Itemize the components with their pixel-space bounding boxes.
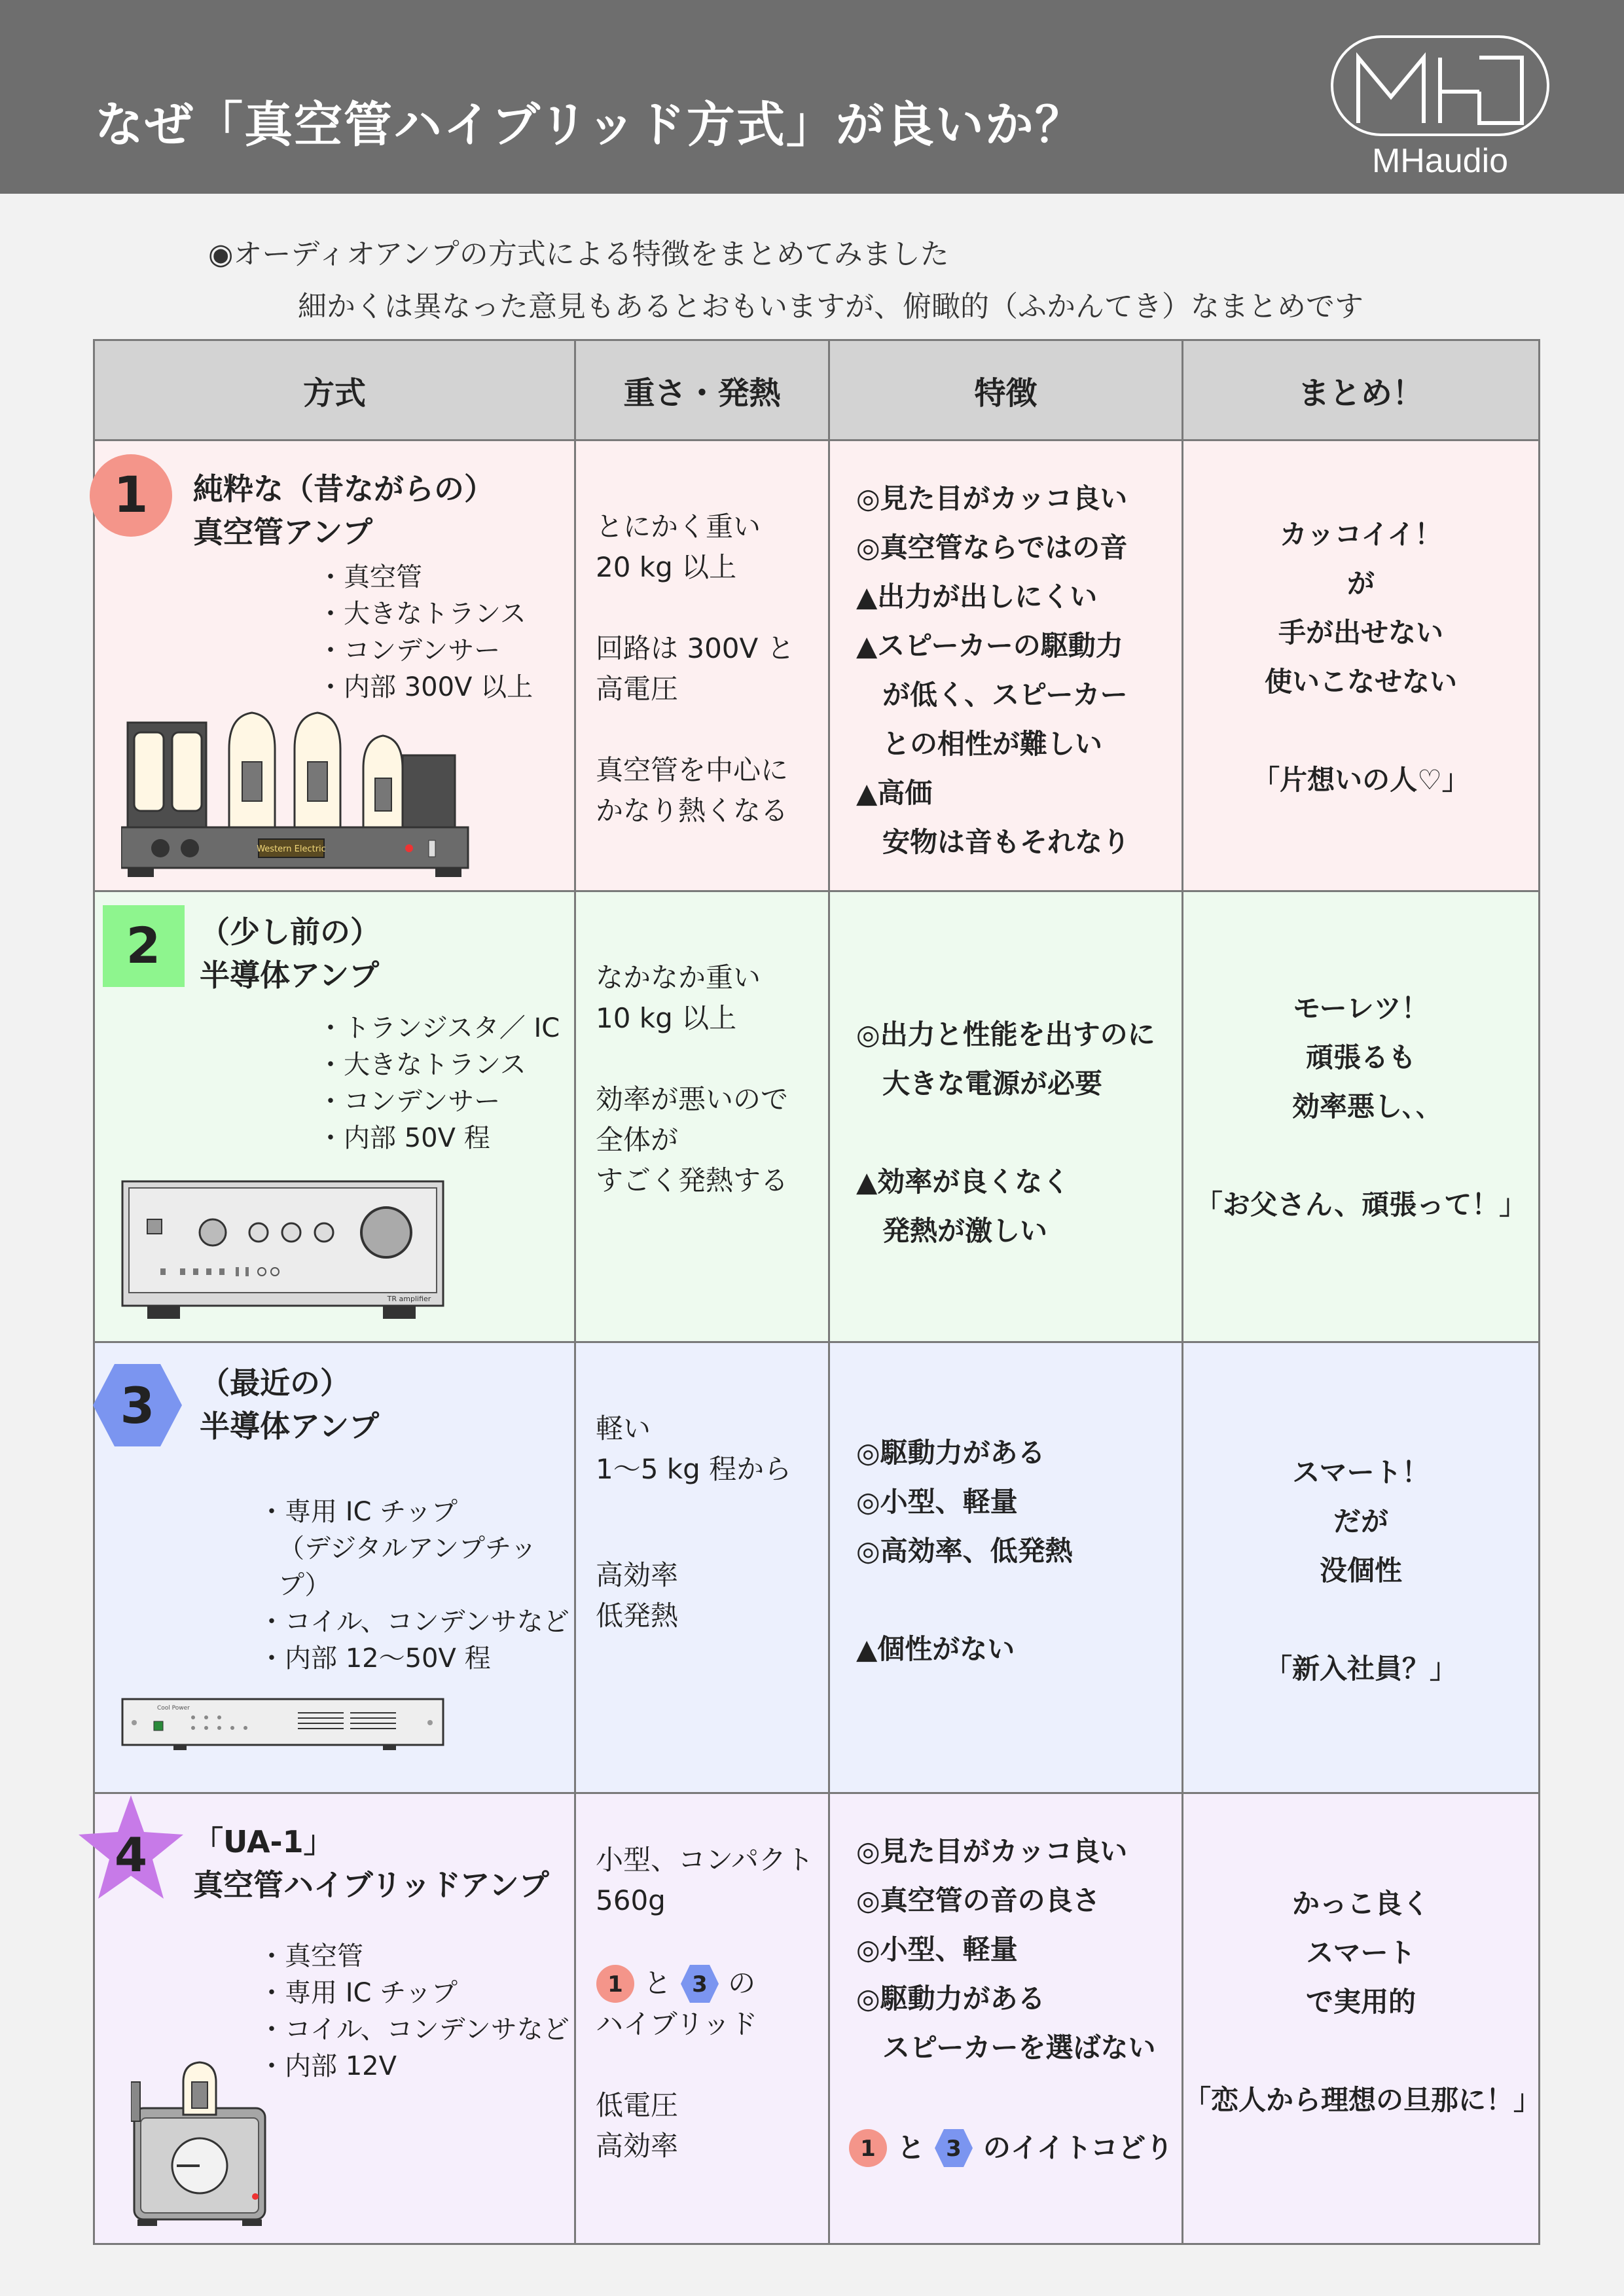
feature-item: ◎出力と性能を出すのに xyxy=(856,1018,1155,1050)
method-title-2: 半導体アンプ xyxy=(200,958,380,993)
logo-text: MHaudio xyxy=(1371,142,1509,180)
weight-text: 回路は 300V と xyxy=(596,632,795,664)
method-title-1: （最近の） xyxy=(200,1365,350,1401)
weight-text: 効率が悪いので xyxy=(596,1083,789,1115)
weight-text: 10 kg 以上 xyxy=(596,1002,737,1034)
tr-amplifier-illustration xyxy=(121,1180,448,1324)
summary-cell xyxy=(1183,440,1540,891)
summary-cell xyxy=(1183,1342,1540,1793)
feature-item: ▲出力が出しにくい xyxy=(856,581,1098,613)
ua1-amplifier-illustration xyxy=(131,2056,268,2226)
number-badge-circle xyxy=(88,453,173,538)
feature-item: ◎駆動力がある xyxy=(856,1437,1045,1469)
features-cell xyxy=(829,891,1183,1342)
feature-item: ◎見た目がカッコ良い xyxy=(856,1835,1128,1867)
amp-model-label: TR amplifier xyxy=(387,1295,431,1303)
summary-cell xyxy=(1183,1793,1540,2244)
features-cell xyxy=(829,1342,1183,1793)
feature-tail: のイイトコどり xyxy=(983,2132,1174,2164)
feature-item: 大きな電源が必要 xyxy=(882,1067,1103,1100)
bullet-item: ・コンデンサー xyxy=(317,1086,501,1117)
amp-brand-label: Cool Power xyxy=(157,1705,190,1712)
weight-text: 1〜5 kg 程から xyxy=(596,1453,792,1485)
weight-text: 20 kg 以上 xyxy=(596,551,737,583)
summary-line: 頑張るも xyxy=(1305,1041,1416,1073)
method-title-1: 「UA-1」 xyxy=(193,1824,334,1859)
feature-item: ▲個性がない xyxy=(856,1633,1015,1665)
summary-line: モーレツ！ xyxy=(1293,992,1429,1024)
svg-text:4: 4 xyxy=(114,1827,148,1882)
weight-text: 軽い xyxy=(596,1412,651,1444)
summary-line: 効率悪し､､ xyxy=(1291,1090,1430,1122)
bullet-item: ・専用 IC チップ xyxy=(259,1497,458,1527)
bullet-item: ・コイル、コンデンサなど xyxy=(259,2015,569,2045)
number-badge-hexagon xyxy=(92,1363,183,1448)
summary-line: カッコイイ！ xyxy=(1279,518,1443,550)
bullet-item: ・大きなトランス xyxy=(317,599,526,629)
hybrid-connector: と xyxy=(643,1967,672,2000)
comparison-table xyxy=(93,339,1540,2245)
amp-brand-label: Western Electric xyxy=(257,844,326,854)
mhaudio-logo xyxy=(1322,31,1558,182)
bullet-item: ・内部 50V 程 xyxy=(317,1123,490,1153)
method-title-1: （少し前の） xyxy=(200,914,380,950)
weight-heat-cell xyxy=(575,1793,829,2244)
number-badge-square xyxy=(103,905,185,987)
feature-item: が低く、スピーカー xyxy=(882,679,1128,711)
svg-text:2: 2 xyxy=(126,916,161,975)
header-summary: まとめ！ xyxy=(1183,340,1540,440)
feature-item: 安物は音もそれなり xyxy=(882,826,1130,858)
number-badge-star xyxy=(75,1794,187,1905)
features-cell xyxy=(829,440,1183,891)
header-features: 特徴 xyxy=(829,340,1183,440)
weight-text: 全体が xyxy=(596,1124,679,1156)
mini-badge-3 xyxy=(680,1964,719,2003)
weight-text: 真空管を中心に xyxy=(596,754,789,786)
feature-item: ◎真空管ならではの音 xyxy=(856,531,1128,564)
bullet-item: （デジタルアンプチップ） xyxy=(278,1534,537,1600)
bullet-item: ・コイル、コンデンサなど xyxy=(259,1607,569,1637)
feature-connector: と xyxy=(897,2132,925,2164)
summary-line: 使いこなせない xyxy=(1264,666,1457,698)
page-title: なぜ「真空管ハイブリッド方式」が良いか？ xyxy=(95,97,1085,153)
summary-quote: 「片想いの人♡」 xyxy=(1252,764,1470,796)
weight-heat-cell xyxy=(575,891,829,1342)
bullet-item: ・内部 300V 以上 xyxy=(317,672,533,702)
bullet-item: ・真空管 xyxy=(259,1941,363,1971)
feature-item: ◎駆動力がある xyxy=(856,1982,1045,2015)
summary-quote: 「新入社員？」 xyxy=(1264,1653,1457,1685)
feature-item: ◎小型、軽量 xyxy=(856,1933,1018,1965)
table-row xyxy=(94,891,1540,1342)
feature-item: ◎真空管の音の良さ xyxy=(856,1884,1100,1916)
summary-line: 手が出せない xyxy=(1278,617,1443,649)
summary-line: 没個性 xyxy=(1319,1554,1402,1587)
digital-amplifier-illustration xyxy=(121,1696,448,1755)
weight-text: 低発熱 xyxy=(596,1600,679,1632)
summary-line: で実用的 xyxy=(1305,1986,1416,2018)
feature-item: との相性が難しい xyxy=(882,728,1103,760)
method-cell xyxy=(94,440,575,891)
header-method: 方式 xyxy=(94,340,575,440)
feature-item: ▲スピーカーの駆動力 xyxy=(856,630,1123,662)
features-cell xyxy=(829,1793,1183,2244)
tube-amplifier-illustration xyxy=(121,703,475,881)
mini-badge-1 xyxy=(596,1964,635,2003)
bullet-item: ・コンデンサー xyxy=(317,636,501,666)
weight-text: ハイブリッド xyxy=(596,2007,758,2040)
method-title-1: 純粋な（昔ながらの） xyxy=(193,471,494,507)
weight-text: 小型、コンパクト xyxy=(596,1844,814,1876)
svg-text:3: 3 xyxy=(691,1971,708,1998)
summary-line: スマート！ xyxy=(1292,1456,1430,1488)
method-cell xyxy=(94,1793,575,2244)
mini-badge-1 xyxy=(848,2128,888,2168)
weight-text: 低電圧 xyxy=(596,2089,679,2121)
svg-text:1: 1 xyxy=(113,465,149,524)
method-cell xyxy=(94,891,575,1342)
table-row xyxy=(94,1342,1540,1793)
weight-text: 560g xyxy=(596,1884,666,1916)
table-row xyxy=(94,1793,1540,2244)
weight-text: なかなか重い xyxy=(596,961,761,994)
svg-text:3: 3 xyxy=(120,1376,155,1435)
summary-cell xyxy=(1183,891,1540,1342)
feature-item: スピーカーを選ばない xyxy=(882,2032,1156,2064)
method-cell xyxy=(94,1342,575,1793)
table-row xyxy=(94,440,1540,891)
table-header-row xyxy=(94,340,1540,440)
summary-line: だが xyxy=(1333,1505,1388,1537)
bullet-item: ・大きなトランス xyxy=(317,1050,526,1080)
feature-item: ▲高価 xyxy=(856,777,933,809)
weight-text: すごく発熱する xyxy=(596,1164,789,1196)
weight-heat-cell xyxy=(575,1342,829,1793)
intro-line-1: ◉オーディオアンプの方式による特徴をまとめてみました xyxy=(208,238,949,271)
summary-line: かっこ良く xyxy=(1291,1888,1430,1920)
summary-quote: 「お父さん、頑張って！」 xyxy=(1195,1189,1527,1221)
feature-item: ▲効率が良くなく xyxy=(856,1166,1070,1198)
summary-line: が xyxy=(1346,567,1375,600)
svg-text:1: 1 xyxy=(860,2135,876,2162)
bullet-item: ・トランジスタ／ IC xyxy=(317,1013,560,1043)
header-weight-heat: 重さ・発熱 xyxy=(575,340,829,440)
weight-text: かなり熱くなる xyxy=(596,795,789,827)
summary-line: スマート xyxy=(1306,1937,1416,1969)
method-title-2: 真空管アンプ xyxy=(193,514,373,550)
hybrid-tail: の xyxy=(728,1967,756,2000)
bullet-item: ・内部 12〜50V 程 xyxy=(259,1643,491,1674)
weight-text: 高効率 xyxy=(596,2129,679,2162)
feature-item: ◎高効率、低発熱 xyxy=(856,1535,1073,1567)
bullet-item: ・専用 IC チップ xyxy=(259,1978,458,2008)
bullet-item: ・真空管 xyxy=(317,562,422,592)
summary-quote: 「恋人から理想の旦那に！」 xyxy=(1183,2084,1542,2116)
mini-badge-3 xyxy=(934,2128,973,2168)
weight-text: 高電圧 xyxy=(596,673,679,705)
weight-text: とにかく重い xyxy=(596,511,761,543)
feature-item: ◎見た目がカッコ良い xyxy=(856,482,1128,514)
feature-item: 発熱が激しい xyxy=(882,1215,1048,1247)
weight-text: 高効率 xyxy=(596,1559,679,1591)
method-title-2: 真空管ハイブリッドアンプ xyxy=(193,1867,549,1903)
svg-text:1: 1 xyxy=(607,1971,623,1998)
weight-heat-cell xyxy=(575,440,829,891)
feature-item: ◎小型、軽量 xyxy=(856,1486,1018,1518)
svg-text:3: 3 xyxy=(946,2135,962,2162)
bullet-item: ・内部 12V xyxy=(259,2051,397,2081)
header-bar xyxy=(0,0,1624,194)
method-title-2: 半導体アンプ xyxy=(200,1408,380,1444)
intro-line-2: 細かくは異なった意見もあるとおもいますが、俯瞰的（ふかんてき）なまとめです xyxy=(298,290,1363,323)
